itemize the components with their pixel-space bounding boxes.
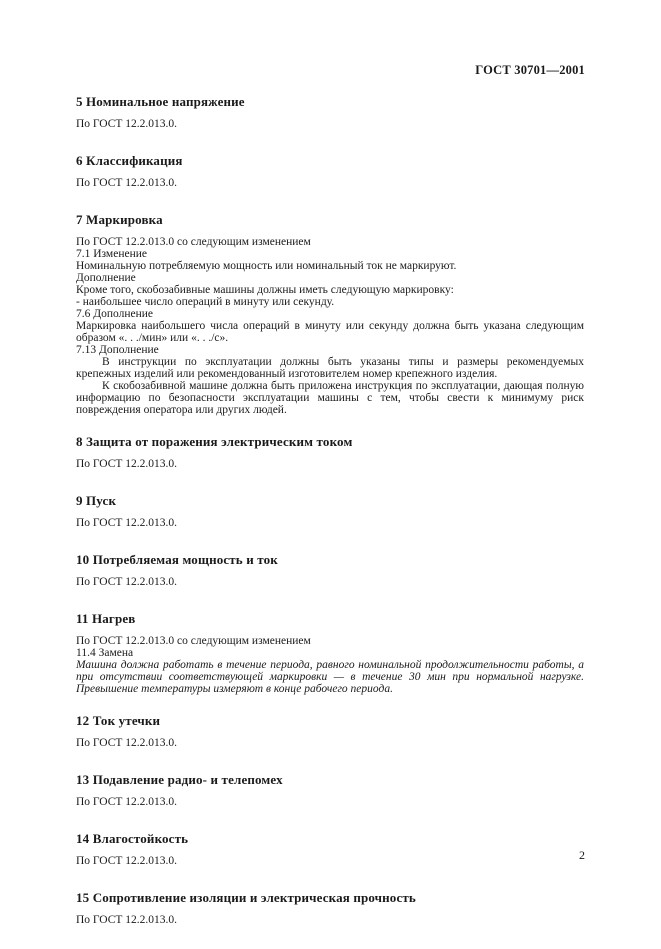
clause-7-1: 7.1 Изменение bbox=[76, 248, 147, 260]
section-title: 7 Маркировка bbox=[76, 212, 163, 227]
paragraph: Номинальную потребляемую мощность или номинальный ток не маркируют. bbox=[76, 260, 457, 272]
section-title: 14 Влагостойкость bbox=[76, 831, 189, 846]
section-title: 12 Ток утечки bbox=[76, 713, 161, 728]
paragraph: Дополнение bbox=[76, 272, 136, 284]
section-6 bbox=[76, 153, 584, 189]
section-5 bbox=[76, 94, 584, 130]
paragraph: Маркировка наибольшего числа операций в минуту или секунду должна быть указана следующим образом «. . ./мин» или «. . ./с». bbox=[76, 320, 584, 344]
paragraph: К скобозабивной машине должна быть приложена инструкция по эксплуатации, дающая полную информацию по безопасности эксплуатации машины с тем, чтобы свести к минимуму риск повреждения оператора или других людей. bbox=[76, 380, 584, 416]
section-title: 10 Потребляемая мощность и ток bbox=[76, 552, 278, 567]
clause-11-4: 11.4 Замена bbox=[76, 647, 134, 659]
section-title: 9 Пуск bbox=[76, 493, 117, 508]
page-number: 2 bbox=[579, 848, 585, 862]
section-text: По ГОСТ 12.2.013.0. bbox=[76, 796, 178, 808]
section-9 bbox=[76, 493, 584, 529]
section-14 bbox=[76, 831, 584, 867]
section-text: По ГОСТ 12.2.013.0. bbox=[76, 737, 178, 749]
clause-7-13: 7.13 Дополнение bbox=[76, 344, 159, 356]
section-intro: По ГОСТ 12.2.013.0 со следующим изменением bbox=[76, 236, 311, 248]
paragraph: Машина должна работать в течение периода, равного номинальной продолжительности работы, а при отсутствии соответствующей маркировки — в течение 30 мин при нормальной нагрузке. Превышение температуры измеряют в конце рабочего периода. bbox=[76, 659, 584, 695]
section-title: 5 Номинальное напряжение bbox=[76, 94, 245, 109]
section-text: По ГОСТ 12.2.013.0. bbox=[76, 177, 178, 189]
section-title: 8 Защита от поражения электрическим током bbox=[76, 434, 353, 449]
paragraph: В инструкции по эксплуатации должны быть указаны типы и размеры рекомендуемых крепежных изделий или рекомендованный изготовителем номер крепежного изделия. bbox=[76, 356, 584, 380]
section-text: По ГОСТ 12.2.013.0. bbox=[76, 576, 178, 588]
document-body bbox=[76, 94, 584, 949]
section-text: По ГОСТ 12.2.013.0. bbox=[76, 855, 178, 867]
section-text: По ГОСТ 12.2.013.0. bbox=[76, 914, 178, 926]
section-title: 6 Классификация bbox=[76, 153, 183, 168]
clause-7-6: 7.6 Дополнение bbox=[76, 308, 154, 320]
section-text: По ГОСТ 12.2.013.0. bbox=[76, 517, 178, 529]
list-item: - наибольшее число операций в минуту или секунду. bbox=[76, 296, 335, 308]
section-13 bbox=[76, 772, 584, 808]
section-text: По ГОСТ 12.2.013.0. bbox=[76, 458, 178, 470]
section-text: По ГОСТ 12.2.013.0. bbox=[76, 118, 178, 130]
section-title: 13 Подавление радио- и телепомех bbox=[76, 772, 283, 787]
section-10 bbox=[76, 552, 584, 588]
section-intro: По ГОСТ 12.2.013.0 со следующим изменением bbox=[76, 635, 311, 647]
section-8 bbox=[76, 434, 584, 470]
paragraph: Кроме того, скобозабивные машины должны иметь следующую маркировку: bbox=[76, 284, 454, 296]
section-title: 15 Сопротивление изоляции и электрическая прочность bbox=[76, 890, 416, 905]
section-7 bbox=[76, 212, 584, 416]
section-title: 11 Нагрев bbox=[76, 611, 136, 626]
section-15 bbox=[76, 890, 584, 926]
section-11 bbox=[76, 611, 584, 695]
document-header: ГОСТ 30701—2001 bbox=[475, 63, 585, 77]
section-12 bbox=[76, 713, 584, 749]
